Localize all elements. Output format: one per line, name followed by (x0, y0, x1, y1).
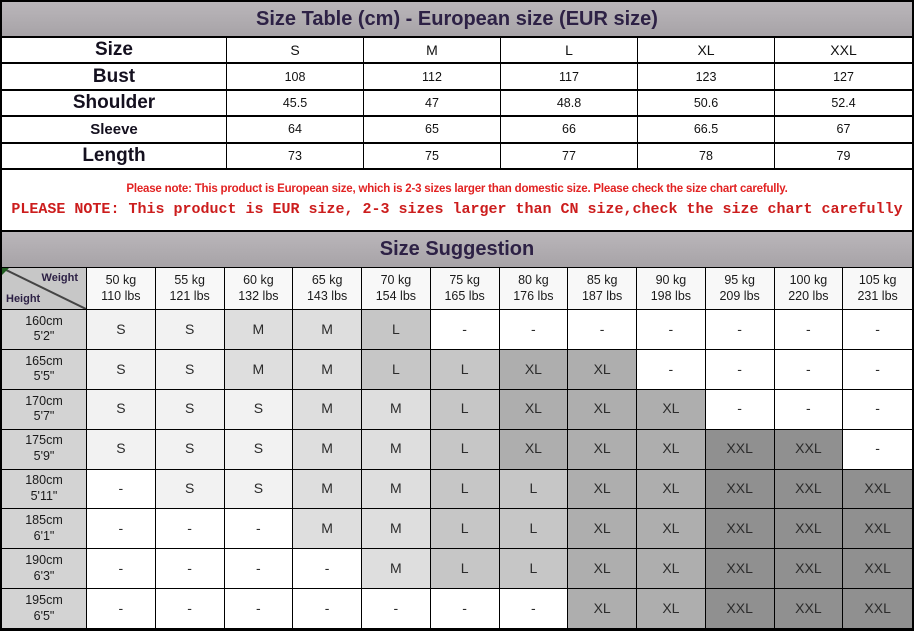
size-suggestion-cell: - (843, 430, 912, 470)
size-suggestion-cell: - (87, 549, 156, 589)
size-suggestion-cell: S (87, 430, 156, 470)
size-suggestion-cell: - (225, 549, 294, 589)
size-table-value: 45.5 (227, 91, 364, 117)
weight-lbs-label: 110 lbs (101, 288, 141, 303)
height-ft-label: 5'2" (33, 329, 55, 344)
size-table-value: 127 (775, 64, 912, 90)
height-label-cell (2, 470, 87, 510)
size-suggestion-cell: XXL (775, 470, 844, 510)
size-column-header-m: M (364, 38, 501, 64)
size-suggestion-cell: M (225, 350, 294, 390)
weight-header-cell (843, 268, 912, 310)
size-suggestion-cell: L (500, 470, 569, 510)
weight-kg-label: 60 kg (243, 272, 274, 287)
weight-lbs-label: 132 lbs (238, 288, 279, 303)
height-cm-label: 160cm (25, 313, 63, 328)
height-ft-label: 5'7" (33, 409, 55, 424)
size-column-header-l: L (501, 38, 638, 64)
height-ft-label: 6'1" (33, 528, 55, 543)
height-cm-label: 190cm (25, 553, 63, 568)
size-table-value: 65 (364, 117, 501, 143)
corner-height-label: Height (6, 293, 41, 305)
weight-lbs-label: 209 lbs (719, 288, 760, 303)
size-table-value: 75 (364, 144, 501, 170)
size-suggestion-cell: - (775, 310, 844, 350)
weight-kg-label: 50 kg (105, 272, 137, 287)
size-suggestion-cell: M (293, 509, 362, 549)
weight-header-cell (156, 268, 225, 310)
size-table-row-label-length: Length (2, 144, 227, 170)
weight-lbs-label: 154 lbs (375, 288, 417, 303)
size-suggestion-cell: XL (568, 509, 637, 549)
size-suggestion-cell: XXL (775, 549, 844, 589)
height-label-cell (2, 589, 87, 629)
size-suggestion-cell: XL (637, 589, 706, 629)
size-table-value: 123 (638, 64, 775, 90)
size-suggestion-cell: XL (568, 589, 637, 629)
size-suggestion-cell: S (156, 470, 225, 510)
weight-lbs-label: 231 lbs (857, 288, 898, 303)
weight-header-cell (87, 268, 156, 310)
size-table-value: 112 (364, 64, 501, 90)
size-suggestion-cell: L (431, 470, 500, 510)
size-suggestion-cell: - (87, 589, 156, 629)
size-suggestion-cell: XL (637, 549, 706, 589)
size-suggestion-cell: - (293, 549, 362, 589)
size-suggestion-cell: - (706, 390, 775, 430)
size-suggestion-cell: L (431, 390, 500, 430)
weight-height-corner-cell (2, 268, 87, 310)
size-table-value: 64 (227, 117, 364, 143)
size-table-row-label-bust: Bust (2, 64, 227, 90)
height-ft-label: 5'5" (33, 369, 55, 384)
size-suggestion-cell: - (775, 350, 844, 390)
corner-weight-label: Weight (41, 272, 78, 284)
size-suggestion-cell: M (362, 390, 431, 430)
weight-lbs-label: 198 lbs (650, 288, 692, 303)
size-suggestion-cell: L (431, 350, 500, 390)
size-suggestion-cell: XXL (706, 549, 775, 589)
size-suggestion-cell: XXL (775, 589, 844, 629)
size-suggestion-cell: - (706, 310, 775, 350)
notes-section (2, 170, 912, 232)
size-suggestion-cell: S (225, 470, 294, 510)
size-suggestion-cell: S (87, 390, 156, 430)
weight-header-cell (362, 268, 431, 310)
weight-header-cell (706, 268, 775, 310)
size-suggestion-cell: M (293, 350, 362, 390)
size-suggestion-cell: - (156, 509, 225, 549)
size-suggestion-cell: XXL (775, 430, 844, 470)
size-table-title: Size Table (cm) - European size (EUR size) (2, 2, 912, 38)
height-cm-label: 180cm (25, 473, 63, 488)
height-cm-label: 185cm (25, 513, 63, 528)
height-cm-label: 175cm (25, 433, 63, 448)
size-suggestion-cell: XL (568, 430, 637, 470)
note-line-eur: PLEASE NOTE: This product is EUR size, 2-3 sizes larger than CN size,check the size chart carefully (11, 200, 903, 218)
size-suggestion-cell: XL (500, 430, 569, 470)
size-suggestion-cell: XL (500, 350, 569, 390)
size-suggestion-cell: XXL (706, 470, 775, 510)
size-suggestion-cell: M (362, 549, 431, 589)
weight-kg-label: 95 kg (724, 272, 755, 287)
size-suggestion-cell: M (362, 509, 431, 549)
size-suggestion-cell: - (706, 350, 775, 390)
size-suggestion-cell: - (156, 549, 225, 589)
size-suggestion-cell: - (87, 470, 156, 510)
size-suggestion-cell: - (156, 589, 225, 629)
size-suggestion-cell: - (431, 310, 500, 350)
weight-kg-label: 100 kg (789, 272, 828, 287)
height-ft-label: 5'11" (30, 488, 58, 503)
weight-kg-label: 85 kg (586, 272, 618, 287)
size-suggestion-cell: L (431, 430, 500, 470)
size-table-value: 47 (364, 91, 501, 117)
weight-lbs-label: 176 lbs (513, 288, 554, 303)
size-suggestion-cell: S (156, 430, 225, 470)
weight-header-cell (431, 268, 500, 310)
weight-header-cell (568, 268, 637, 310)
size-suggestion-cell: - (500, 589, 569, 629)
size-suggestion-cell: XL (568, 350, 637, 390)
size-suggestion-cell: - (568, 310, 637, 350)
size-column-header-xxl: XXL (775, 38, 912, 64)
size-suggestion-cell: XXL (843, 549, 912, 589)
size-suggestion-cell: - (775, 390, 844, 430)
size-suggestion-cell: XL (637, 470, 706, 510)
size-suggestion-cell: L (431, 549, 500, 589)
size-table-value: 66 (501, 117, 638, 143)
height-cm-label: 195cm (25, 592, 63, 607)
size-table-row-label-shoulder: Shoulder (2, 91, 227, 117)
weight-lbs-label: 220 lbs (788, 288, 829, 303)
weight-kg-label: 55 kg (174, 272, 205, 287)
height-ft-label: 5'9" (33, 449, 55, 464)
size-suggestion-cell: - (500, 310, 569, 350)
size-suggestion-cell: XL (637, 390, 706, 430)
note-line-domestic: Please note: This product is European size, which is 2-3 sizes larger than domestic size. Please check the size chart carefully. (126, 182, 788, 195)
size-suggestion-cell: M (293, 470, 362, 510)
size-suggestion-cell: M (225, 310, 294, 350)
size-table (2, 38, 912, 170)
size-column-header-xl: XL (638, 38, 775, 64)
height-label-cell (2, 430, 87, 470)
size-suggestion-cell: L (500, 549, 569, 589)
size-table-value: 50.6 (638, 91, 775, 117)
size-suggestion-cell: S (156, 390, 225, 430)
size-table-value: 79 (775, 144, 912, 170)
size-suggestion-cell: - (843, 310, 912, 350)
size-suggestion-cell: XXL (843, 509, 912, 549)
weight-kg-label: 75 kg (449, 272, 480, 287)
size-suggestion-cell: - (431, 589, 500, 629)
size-suggestion-cell: - (843, 350, 912, 390)
height-ft-label: 6'3" (33, 568, 55, 583)
size-suggestion-cell: - (293, 589, 362, 629)
weight-kg-label: 65 kg (311, 272, 343, 287)
size-suggestion-cell: XXL (706, 589, 775, 629)
weight-lbs-label: 121 lbs (169, 288, 210, 303)
size-suggestion-cell: S (156, 310, 225, 350)
size-suggestion-cell: L (362, 310, 431, 350)
size-table-value: 77 (501, 144, 638, 170)
size-table-value: 73 (227, 144, 364, 170)
size-suggestion-cell: L (431, 509, 500, 549)
size-suggestion-cell: M (293, 430, 362, 470)
size-table-value: 66.5 (638, 117, 775, 143)
size-suggestion-cell: XL (568, 549, 637, 589)
corner-marker-icon (2, 268, 9, 275)
size-suggestion-cell: XXL (843, 470, 912, 510)
size-suggestion-cell: M (362, 470, 431, 510)
size-suggestion-cell: XXL (775, 509, 844, 549)
size-suggestion-cell: XXL (706, 509, 775, 549)
size-suggestion-cell: S (156, 350, 225, 390)
weight-lbs-label: 187 lbs (581, 288, 623, 303)
height-cm-label: 165cm (25, 353, 63, 368)
size-suggestion-cell: S (87, 310, 156, 350)
size-table-row-label-sleeve: Sleeve (2, 117, 227, 143)
weight-lbs-label: 143 lbs (306, 288, 348, 303)
size-suggestion-cell: M (293, 390, 362, 430)
size-table-value: 108 (227, 64, 364, 90)
height-label-cell (2, 509, 87, 549)
size-suggestion-cell: XL (637, 509, 706, 549)
weight-header-cell (293, 268, 362, 310)
weight-header-cell (637, 268, 706, 310)
weight-kg-label: 90 kg (655, 272, 687, 287)
size-table-value: 117 (501, 64, 638, 90)
size-suggestion-cell: - (362, 589, 431, 629)
size-suggestion-cell: M (362, 430, 431, 470)
height-label-cell (2, 549, 87, 589)
size-suggestion-cell: XXL (843, 589, 912, 629)
size-table-value: 67 (775, 117, 912, 143)
size-table-header-label: Size (2, 38, 227, 64)
weight-kg-label: 105 kg (858, 272, 897, 287)
size-suggestion-table (2, 268, 912, 629)
weight-header-cell (775, 268, 844, 310)
size-suggestion-cell: XL (568, 470, 637, 510)
size-suggestion-cell: - (225, 509, 294, 549)
size-column-header-s: S (227, 38, 364, 64)
weight-kg-label: 70 kg (380, 272, 412, 287)
weight-lbs-label: 165 lbs (444, 288, 485, 303)
size-suggestion-cell: XXL (706, 430, 775, 470)
weight-header-cell (225, 268, 294, 310)
size-suggestion-cell: - (225, 589, 294, 629)
size-suggestion-cell: S (225, 430, 294, 470)
height-label-cell (2, 310, 87, 350)
size-suggestion-cell: L (500, 509, 569, 549)
height-cm-label: 170cm (25, 393, 63, 408)
size-suggestion-cell: - (637, 310, 706, 350)
size-suggestion-cell: S (225, 390, 294, 430)
size-table-value: 52.4 (775, 91, 912, 117)
size-suggestion-cell: M (293, 310, 362, 350)
size-suggestion-cell: XL (568, 390, 637, 430)
height-label-cell (2, 350, 87, 390)
size-table-value: 78 (638, 144, 775, 170)
height-label-cell (2, 390, 87, 430)
size-suggestion-cell: - (843, 390, 912, 430)
size-table-value: 48.8 (501, 91, 638, 117)
size-suggestion-cell: L (362, 350, 431, 390)
size-suggestion-cell: S (87, 350, 156, 390)
height-ft-label: 6'5" (33, 608, 55, 623)
size-suggestion-title: Size Suggestion (2, 232, 912, 268)
weight-kg-label: 80 kg (518, 272, 549, 287)
weight-header-cell (500, 268, 569, 310)
size-suggestion-cell: - (87, 509, 156, 549)
size-suggestion-cell: - (637, 350, 706, 390)
size-suggestion-cell: XL (637, 430, 706, 470)
size-suggestion-cell: XL (500, 390, 569, 430)
